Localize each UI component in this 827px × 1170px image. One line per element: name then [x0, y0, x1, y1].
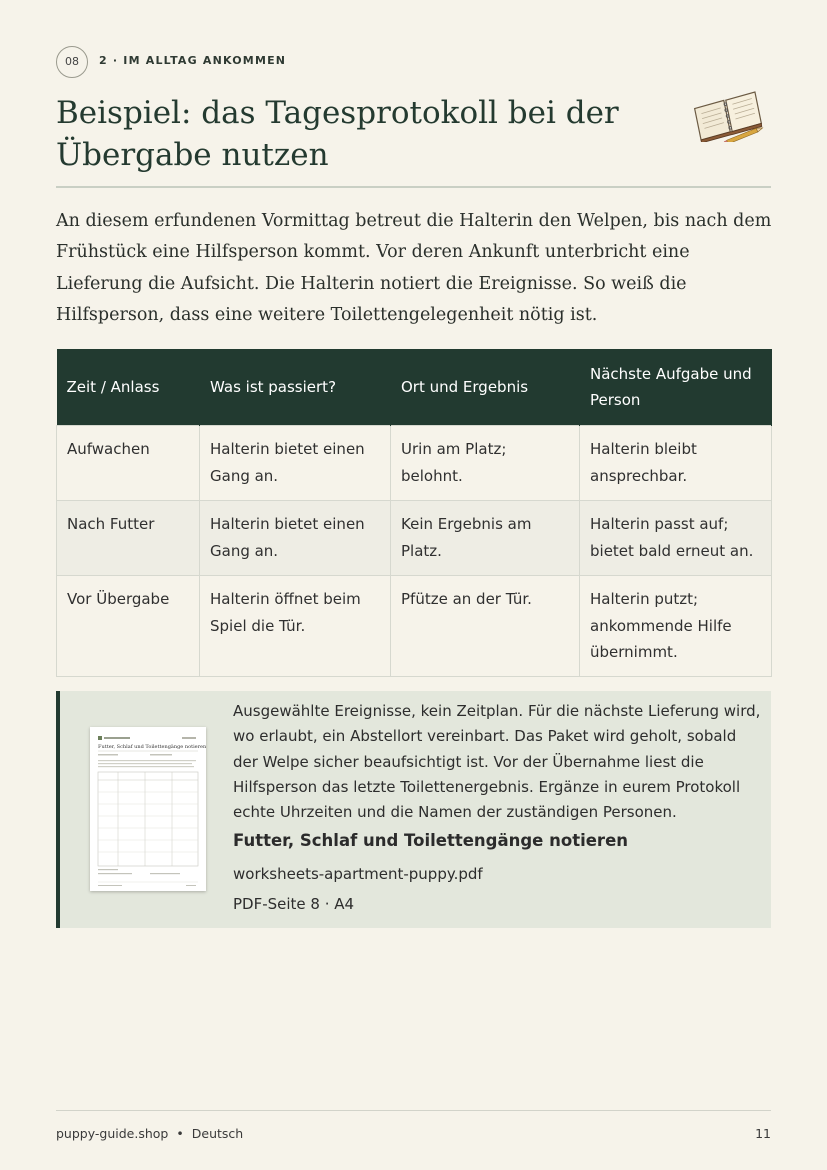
table-cell: Halterin putzt; ankommende Hilfe übernimmt.	[580, 576, 772, 677]
table-cell: Nach Futter	[57, 501, 200, 576]
worksheet-title[interactable]: Futter, Schlaf und Toilettengänge notieren	[233, 831, 629, 850]
column-header: Nächste Aufgabe und Person	[580, 349, 772, 426]
footer-divider	[56, 1110, 771, 1111]
table-cell: Halterin bleibt ansprechbar.	[580, 426, 772, 501]
table-cell: Urin am Platz; belohnt.	[391, 426, 580, 501]
page-number: 11	[755, 1126, 771, 1141]
worksheet-page-info: PDF-Seite 8 · A4	[233, 895, 355, 913]
footer-separator: •	[176, 1126, 184, 1141]
table-cell: Aufwachen	[57, 426, 200, 501]
callout-text: Ausgewählte Ereignisse, kein Zeitplan. Für die nächste Lieferung wird, wo erlaubt, ein Abstellort vereinbart. Das Paket wird geholt, sobald der Welpe sicher beaufsichtigt ist. Vor der Übernahme liest die Hilfsperson das letzte Toilettenergebnis. Ergänze in eurem Protokoll echte Uhrzeiten und die Namen der zuständigen Personen.	[233, 702, 761, 822]
table-cell: Halterin passt auf; bietet bald erneut an.	[580, 501, 772, 576]
column-header: Ort und Ergebnis	[391, 349, 580, 426]
table-row	[57, 426, 772, 501]
column-header: Zeit / Anlass	[57, 349, 200, 426]
column-header: Was ist passiert?	[200, 349, 391, 426]
table-cell: Halterin öffnet beim Spiel die Tür.	[200, 576, 391, 677]
intro-paragraph: An diesem erfundenen Vormittag betreut die Halterin den Welpen, bis nach dem Frühstück eine Hilfsperson kommt. Vor deren Ankunft unterbricht eine Lieferung die Aufsicht. Die Halterin notiert die Ereignisse. So weiß die Hilfsperson, dass eine weitere Toilettengelegenheit nötig ist.	[56, 211, 772, 325]
title-divider	[56, 186, 771, 188]
table-cell: Halterin bietet einen Gang an.	[200, 426, 391, 501]
footer-language: Deutsch	[191, 1126, 244, 1141]
table-row	[57, 576, 772, 677]
worksheet-thumbnail[interactable]	[90, 727, 206, 891]
worksheet-callout	[56, 691, 771, 928]
table-cell: Vor Übergabe	[57, 576, 200, 677]
page-title: Beispiel: das Tagesprotokoll bei der Übergabe nutzen	[56, 95, 619, 173]
daily-log-table	[56, 349, 772, 677]
table-cell: Halterin bietet einen Gang an.	[200, 501, 391, 576]
footer-site[interactable]: puppy-guide.shop	[56, 1126, 169, 1141]
worksheet-filename[interactable]: worksheets-apartment-puppy.pdf	[233, 865, 483, 883]
notebook-icon	[690, 90, 766, 146]
table-row	[57, 501, 772, 576]
table-cell: Kein Ergebnis am Platz.	[391, 501, 580, 576]
table-header-row	[57, 349, 772, 426]
footer-left	[56, 1126, 243, 1141]
table-cell: Pfütze an der Tür.	[391, 576, 580, 677]
thumbnail-title: Futter, Schlaf und Toilettengänge notieren	[98, 744, 206, 750]
chapter-number-badge: 08	[56, 46, 88, 78]
chapter-title: 2 · IM ALLTAG ANKOMMEN	[99, 54, 287, 67]
